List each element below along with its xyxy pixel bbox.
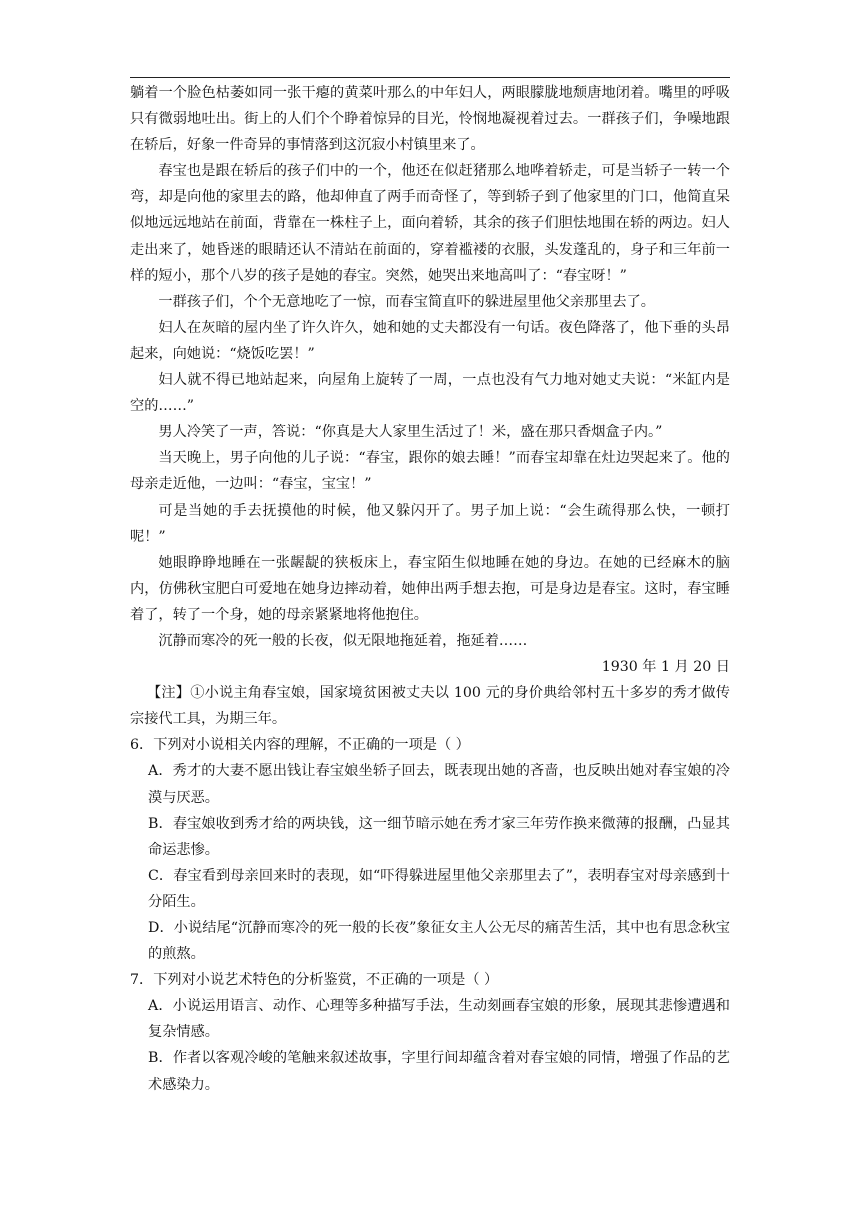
question-stem: 6．下列对小说相关内容的理解，不正确的一项是（ ） [130,737,470,754]
option-c: C．春宝看到母亲回来时的表现，如“吓得躲进屋里他父亲那里去了”，表明春宝对母亲感到十分陌生。 [148,867,730,910]
passage-paragraph: 可是当她的手去抚摸他的时候，他又躲闪开了。男子加上说：“会生疏得那么快，一顿打呢！” [130,502,730,545]
passage-paragraph: 躺着一个脸色枯萎如同一张干瘪的黄菜叶那么的中年妇人，两眼朦胧地颓唐地闭着。嘴里的呼吸只有微弱地吐出。街上的人们个个睁着惊异的目光，怜悯地凝视着过去。一群孩子们，争噪地跟在轿后，好象一件奇异的事情落到这沉寂小村镇里来了。 [130,85,730,154]
passage-paragraph: 妇人在灰暗的屋内坐了许久许久，她和她的丈夫都没有一句话。夜色降落了，他下垂的头昂起来，向她说：“烧饭吃罢！” [130,319,730,362]
passage-paragraph: 春宝也是跟在轿后的孩子们中的一个，他还在似赶猪那么地哗着轿走，可是当轿子一转一个弯，却是向他的家里去的路，他却伸直了两手而奇怪了，等到轿子到了他家里的门口，他简直呆似地远远地站在前面，背靠在一株柱子上，面向着轿，其余的孩子们胆怯地围在轿的两边。妇人走出来了，她昏迷的眼睛还认不清站在前面的，穿着褴褛的衣服，头发蓬乱的，身子和三年前一样的短小，那个八岁的孩子是她的春宝。突然，她哭出来地高叫了：“春宝呀！” [130,163,730,284]
question-7 [130,967,730,1097]
option-b: B．春宝娘收到秀才给的两块钱，这一细节暗示她在秀才家三年劳作换来微薄的报酬，凸显其命运悲惨。 [148,815,730,858]
passage-date: 1930 年 1 月 20 日 [601,659,730,676]
passage-paragraph: 妇人就不得已地站起来，向屋角上旋转了一周，一点也没有气力地对她丈夫说：“米缸内是空的……” [130,372,730,415]
option-a: A．秀才的大妻不愿出钱让春宝娘坐轿子回去，既表现出她的吝啬，也反映出她对春宝娘的冷漠与厌恶。 [148,763,730,806]
passage-paragraph: 她眼睁睁地睡在一张龌龊的狭板床上，春宝陌生似地睡在她的身边。在她的已经麻木的脑内，仿佛秋宝肥白可爱地在她身边摔动着，她伸出两手想去抱，可是身边是春宝。这时，春宝睡着了，转了一个身，她的母亲紧紧地将他抱住。 [130,554,730,623]
passage-paragraph: 沉静而寒冷的死一般的长夜，似无限地拖延着，拖延着…… [158,632,528,649]
option-a: A．小说运用语言、动作、心理等多种描写手法，生动刻画春宝娘的形象，展现其悲惨遭遇和复杂情感。 [148,998,730,1041]
passage-paragraph: 男人冷笑了一声，答说：“你真是大人家里生活过了！米，盛在那只香烟盒子内。” [158,424,663,441]
option-d: D．小说结尾“沉静而寒冷的死一般的长夜”象征女主人公无尽的痛苦生活，其中也有思念秋宝的煎熬。 [148,920,730,963]
option-b: B．作者以客观冷峻的笔触来叙述故事，字里行间却蕴含着对春宝娘的同情，增强了作品的艺术感染力。 [148,1050,730,1093]
passage-paragraph: 一群孩子们，个个无意地吃了一惊，而春宝简直吓的躲进屋里他父亲那里去了。 [158,293,655,310]
question-stem: 7．下列对小说艺术特色的分析鉴赏，不正确的一项是（ ） [130,972,499,989]
passage-paragraph: 当天晚上，男子向他的儿子说：“春宝，跟你的娘去睡！”而春宝却靠在灶边哭起来了。他的母亲走近他，一边叫：“春宝，宝宝！” [130,450,730,493]
passage-note: 【注】①小说主角春宝娘，国家境贫困被丈夫以 100 元的身价典给邻村五十多岁的秀才做传宗接代工具，为期三年。 [130,685,730,728]
passage [130,80,730,732]
page-body [130,80,730,1098]
header-rule [130,77,730,78]
question-6 [130,732,730,967]
